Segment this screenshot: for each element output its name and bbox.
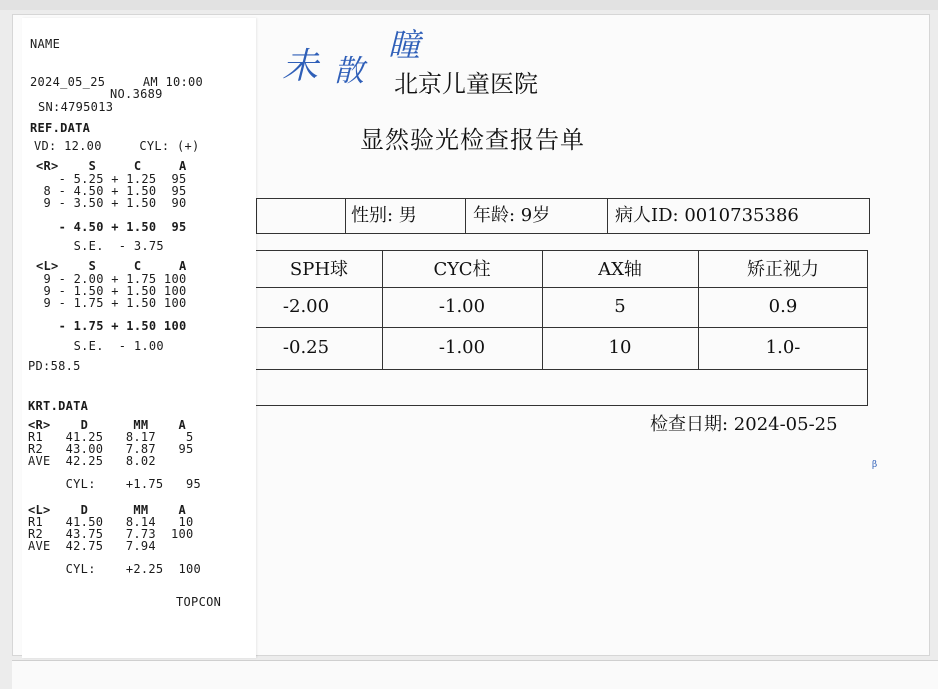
viewer-top-bar: [0, 0, 938, 10]
right-eye-krt-cyl: CYL: +1.75 95: [28, 477, 202, 491]
left-eye-krt-cyl: CYL: +2.25 100: [28, 562, 202, 576]
header-axis: AX轴: [598, 259, 642, 280]
info-divider: [465, 199, 466, 233]
hospital-name: 北京儿童医院: [394, 70, 538, 98]
right-eye-spherical-equivalent: S.E. - 3.75: [36, 239, 164, 253]
header-sph: SPH球: [289, 259, 349, 280]
left-eye-krt-row: R2 43.75 7.73 100: [28, 527, 194, 541]
left-eye-krt-header: <L> D MM A: [28, 503, 187, 517]
receipt-number: NO.3689: [110, 87, 163, 101]
refraction-table: [256, 250, 868, 406]
exam-date: 检查日期: 2024-05-25: [650, 414, 838, 435]
row2-va: 1.0-: [765, 337, 801, 358]
stray-ink-mark: β: [872, 460, 878, 470]
left-eye-krt-row: R1 41.50 8.14 10: [28, 515, 194, 529]
next-page-edge: [12, 660, 938, 689]
receipt-name-label: NAME: [30, 37, 61, 51]
left-eye-ref-header: <L> S C A: [36, 259, 187, 273]
krt-data-title: KRT.DATA: [28, 399, 89, 413]
header-cyl: CYC柱: [433, 259, 491, 280]
right-eye-ref-row: - 5.25 + 1.25 95: [36, 172, 187, 186]
info-divider: [345, 199, 346, 233]
info-divider: [607, 199, 608, 233]
right-eye-ref-row: 8 - 4.50 + 1.50 95: [36, 184, 187, 198]
handwritten-char-3: 瞳: [388, 26, 421, 64]
right-eye-ref-row: 9 - 3.50 + 1.50 90: [36, 196, 187, 210]
patient-id-field: 病人ID: 0010735386: [615, 205, 799, 226]
row2-sph: -0.25: [282, 337, 330, 358]
handwritten-char-1: 未: [282, 46, 319, 87]
right-eye-ref-header: <R> S C A: [36, 159, 187, 173]
report-title: 显然验光检查报告单: [360, 126, 585, 154]
patient-info-row: [256, 198, 870, 234]
left-eye-ref-row: 9 - 1.50 + 1.50 100: [36, 284, 187, 298]
left-eye-ref-average: - 1.75 + 1.50 100: [36, 319, 187, 333]
right-eye-krt-row: R1 41.25 8.17 5: [28, 430, 194, 444]
left-eye-krt-row: AVE 42.75 7.94: [28, 539, 156, 553]
table-rule: [256, 369, 868, 370]
right-eye-krt-row: R2 43.00 7.87 95: [28, 442, 194, 456]
right-eye-ref-average: - 4.50 + 1.50 95: [36, 220, 187, 234]
receipt-serial: SN:4795013: [38, 100, 114, 114]
row1-axis: 5: [614, 296, 626, 317]
gender-field: 性别: 男: [351, 205, 417, 226]
ref-data-title: REF.DATA: [30, 121, 91, 135]
left-eye-ref-row: 9 - 2.00 + 1.75 100: [36, 272, 187, 286]
handwritten-char-2: 散: [334, 54, 364, 89]
row1-va: 0.9: [768, 296, 798, 317]
row2-axis: 10: [608, 337, 632, 358]
age-field: 年龄: 9岁: [473, 205, 551, 226]
table-rule: [256, 327, 868, 328]
header-corrected-va: 矫正视力: [747, 259, 819, 280]
row2-cyl: -1.00: [438, 337, 486, 358]
autorefractor-printout: [22, 18, 256, 658]
receipt-datetime: 2024_05_25 AM 10:00: [30, 75, 204, 89]
device-brand: TOPCON: [176, 595, 222, 609]
right-eye-krt-row: AVE 42.25 8.02: [28, 454, 156, 468]
row1-sph: -2.00: [282, 296, 330, 317]
vertex-distance: VD: 12.00 CYL: (+): [34, 139, 200, 153]
left-eye-spherical-equivalent: S.E. - 1.00: [36, 339, 164, 353]
row1-cyl: -1.00: [438, 296, 486, 317]
left-eye-ref-row: 9 - 1.75 + 1.50 100: [36, 296, 187, 310]
right-eye-krt-header: <R> D MM A: [28, 418, 187, 432]
pupillary-distance: PD:58.5: [28, 359, 81, 373]
